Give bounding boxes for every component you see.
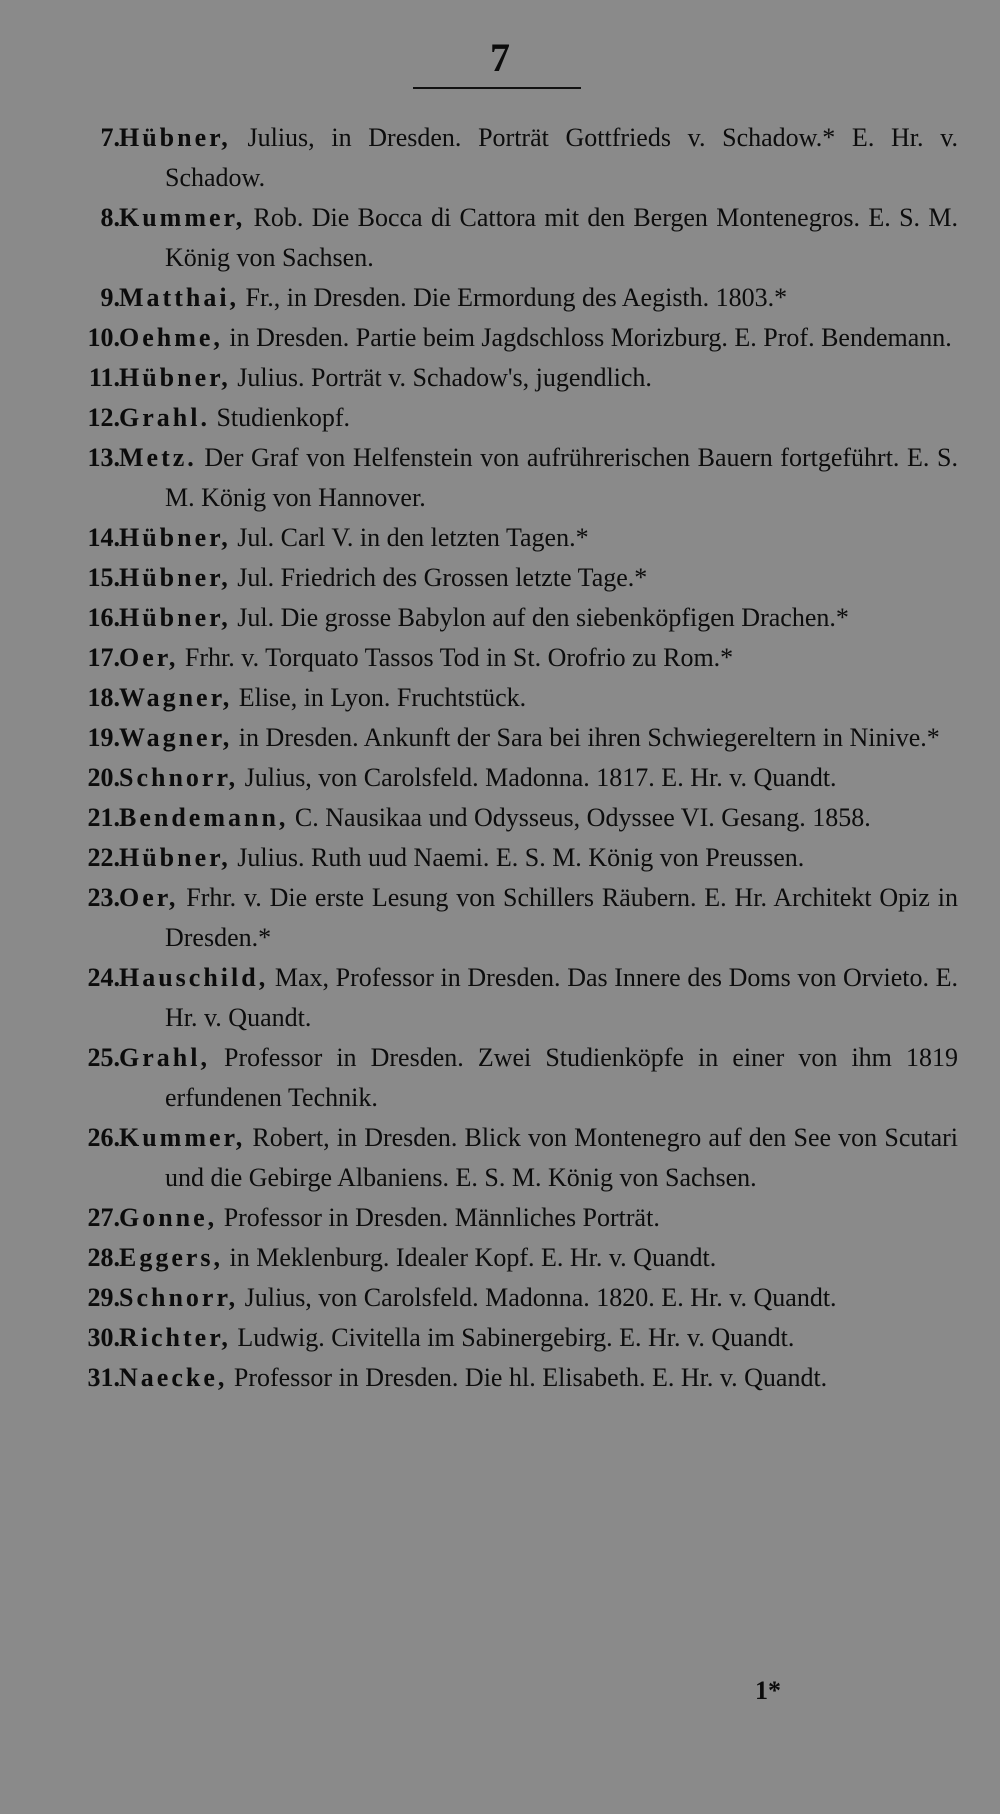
entry-number: 11.	[88, 363, 120, 392]
artist-name: Metz.	[119, 443, 197, 472]
entry-number: 24.	[87, 963, 120, 992]
artist-name: Hübner,	[119, 523, 231, 552]
entry-description: Professor in Dresden. Die hl. Elisabeth. E. Hr. v. Quandt.	[227, 1363, 828, 1392]
entry-description: Jul. Friedrich des Grossen letzte Tage.*	[230, 563, 648, 592]
artist-name: Hübner,	[119, 603, 231, 632]
entry-description: Elise, in Lyon. Fruchtstück.	[232, 683, 527, 712]
catalogue-entry	[0, 1278, 1000, 1318]
catalogue-entry	[0, 318, 1000, 358]
artist-name: Schnorr,	[119, 763, 239, 792]
signature-mark: 1*	[755, 1676, 781, 1705]
entry-number: 17.	[87, 643, 120, 672]
catalogue-entry	[0, 758, 1000, 798]
entry-description: in Dresden. Ankunft der Sara bei ihren Schwiegereltern in Ninive.*	[232, 723, 940, 752]
page-number-rule	[413, 87, 581, 89]
entry-number: 13.	[87, 443, 120, 472]
catalogue-entry	[0, 798, 1000, 838]
catalogue-entry	[0, 398, 1000, 438]
entry-description: Frhr. v. Torquato Tassos Tod in St. Orofrio zu Rom.*	[178, 643, 734, 672]
entry-number: 30.	[87, 1323, 120, 1352]
entry-number: 26.	[87, 1123, 120, 1152]
catalogue-entry	[0, 358, 1000, 398]
catalogue-entry	[0, 838, 1000, 878]
artist-name: Wagner,	[119, 683, 233, 712]
artist-name: Hübner,	[119, 563, 231, 592]
catalogue-entry	[0, 118, 1000, 198]
entry-number: 14.	[87, 523, 120, 552]
catalogue-entry	[0, 278, 1000, 318]
entry-description: Julius, von Carolsfeld. Madonna. 1820. E. Hr. v. Quandt.	[238, 1283, 837, 1312]
artist-name: Hauschild,	[119, 963, 269, 992]
catalogue-entry	[0, 1118, 1000, 1198]
entry-number: 7.	[100, 123, 120, 152]
artist-name: Naecke,	[119, 1363, 228, 1392]
artist-name: Richter,	[119, 1323, 231, 1352]
entry-number: 20.	[87, 763, 120, 792]
artist-name: Hübner,	[119, 363, 231, 392]
catalogue-entries	[0, 118, 1000, 1398]
entry-number: 8.	[100, 203, 120, 232]
entry-number: 27.	[87, 1203, 120, 1232]
catalogue-entry	[0, 638, 1000, 678]
entry-description: in Meklenburg. Idealer Kopf. E. Hr. v. Quandt.	[223, 1243, 717, 1272]
entry-number: 15.	[87, 563, 120, 592]
entry-description: Julius. Ruth uud Naemi. E. S. M. König von Preussen.	[230, 843, 805, 872]
artist-name: Oer,	[119, 643, 179, 672]
entry-number: 9.	[100, 283, 120, 312]
artist-name: Wagner,	[119, 723, 233, 752]
catalogue-entry	[0, 1358, 1000, 1398]
entry-description: Professor in Dresden. Zwei Studienköpfe in einer von ihm 1819 erfundenen Technik.	[165, 1043, 958, 1112]
artist-name: Hübner,	[119, 123, 231, 152]
artist-name: Hübner,	[119, 843, 231, 872]
catalogue-entry	[0, 1318, 1000, 1358]
artist-name: Oehme,	[119, 323, 223, 352]
catalogue-entry	[0, 598, 1000, 638]
entry-number: 12.	[87, 403, 120, 432]
artist-name: Eggers,	[119, 1243, 224, 1272]
entry-description: Julius, in Dresden. Porträt Gottfrieds v. Schadow.* E. Hr. v. Schadow.	[165, 123, 958, 192]
entry-number: 22.	[87, 843, 120, 872]
entry-description: Jul. Die grosse Babylon auf den siebenköpfigen Drachen.*	[230, 603, 849, 632]
catalogue-entry	[0, 678, 1000, 718]
entry-description: Fr., in Dresden. Die Ermordung des Aegisth. 1803.*	[239, 283, 788, 312]
entry-description: Der Graf von Helfenstein von aufrührerischen Bauern fortgeführt. E. S. M. König von Hannover.	[165, 443, 958, 512]
entry-description: Ludwig. Civitella im Sabinergebirg. E. Hr. v. Quandt.	[230, 1323, 795, 1352]
catalogue-entry	[0, 1038, 1000, 1118]
entry-description: Julius, von Carolsfeld. Madonna. 1817. E. Hr. v. Quandt.	[238, 763, 837, 792]
entry-description: Julius. Porträt v. Schadow's, jugendlich.	[230, 363, 652, 392]
catalogue-entry	[0, 438, 1000, 518]
artist-name: Kummer,	[119, 1123, 246, 1152]
entry-number: 29.	[87, 1283, 120, 1312]
artist-name: Matthai,	[119, 283, 240, 312]
catalogue-entry	[0, 878, 1000, 958]
entry-number: 19.	[87, 723, 120, 752]
entry-number: 21.	[87, 803, 120, 832]
catalogue-entry	[0, 518, 1000, 558]
entry-description: Rob. Die Bocca di Cattora mit den Bergen Montenegros. E. S. M. König von Sachsen.	[165, 203, 958, 272]
catalogue-entry	[0, 958, 1000, 1038]
entry-number: 18.	[87, 683, 120, 712]
artist-name: Schnorr,	[119, 1283, 239, 1312]
catalogue-entry	[0, 1198, 1000, 1238]
catalogue-entry	[0, 718, 1000, 758]
artist-name: Grahl.	[119, 403, 210, 432]
artist-name: Kummer,	[119, 203, 246, 232]
artist-name: Grahl,	[119, 1043, 210, 1072]
entry-number: 25.	[87, 1043, 120, 1072]
entry-description: Max, Professor in Dresden. Das Innere des Doms von Orvieto. E. Hr. v. Quandt.	[165, 963, 958, 1032]
entry-number: 23.	[87, 883, 120, 912]
entry-description: Jul. Carl V. in den letzten Tagen.*	[230, 523, 589, 552]
entry-number: 31.	[87, 1363, 120, 1392]
artist-name: Oer,	[119, 883, 179, 912]
catalogue-entry	[0, 1238, 1000, 1278]
entry-description: Frhr. v. Die erste Lesung von Schillers Räubern. E. Hr. Architekt Opiz in Dresden.*	[165, 883, 958, 952]
catalogue-entry	[0, 558, 1000, 598]
artist-name: Bendemann,	[119, 803, 289, 832]
entry-description: Robert, in Dresden. Blick von Montenegro auf den See von Scutari und die Gebirge Albaniens. E. S. M. König von Sachsen.	[165, 1123, 958, 1192]
entry-description: Studienkopf.	[209, 403, 351, 432]
entry-number: 16.	[87, 603, 120, 632]
entry-description: Professor in Dresden. Männliches Porträt.	[217, 1203, 660, 1232]
catalogue-entry	[0, 198, 1000, 278]
page-number: 7	[490, 35, 510, 80]
entry-number: 28.	[87, 1243, 120, 1272]
artist-name: Gonne,	[119, 1203, 218, 1232]
entry-description: C. Nausikaa und Odysseus, Odyssee VI. Gesang. 1858.	[288, 803, 871, 832]
entry-description: in Dresden. Partie beim Jagdschloss Morizburg. E. Prof. Bendemann.	[222, 323, 952, 352]
entry-number: 10.	[87, 323, 120, 352]
